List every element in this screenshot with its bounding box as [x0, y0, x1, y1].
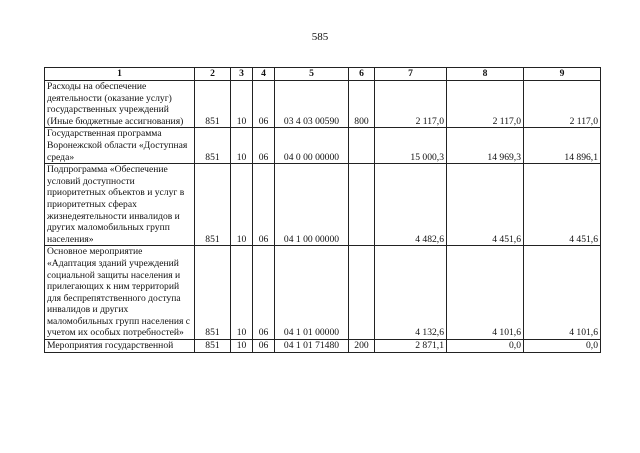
column-header: 3 [231, 68, 253, 81]
cell-csr: 04 0 00 00000 [275, 128, 349, 164]
column-header: 9 [524, 68, 601, 81]
table-header-row [45, 68, 601, 81]
column-header: 8 [447, 68, 524, 81]
cell-vr [349, 128, 375, 164]
column-header: 4 [253, 68, 275, 81]
row-name: Расходы на обеспечение деятельности (оказание услуг) государственных учреждений (Иные бюджетные ассигнования) [45, 81, 195, 128]
cell-rz: 10 [231, 246, 253, 340]
cell-vr [349, 246, 375, 340]
cell-year3: 14 896,1 [524, 128, 601, 164]
cell-year2: 2 117,0 [447, 81, 524, 128]
column-header: 2 [195, 68, 231, 81]
table-row [45, 340, 601, 353]
cell-vr: 800 [349, 81, 375, 128]
budget-table [44, 67, 601, 353]
cell-year1: 15 000,3 [375, 128, 447, 164]
cell-year3: 4 451,6 [524, 164, 601, 246]
cell-grbs: 851 [195, 81, 231, 128]
table-row [45, 164, 601, 246]
cell-year2: 0,0 [447, 340, 524, 353]
row-name: Подпрограмма «Обеспечение условий доступности приоритетных объектов и услуг в приоритетных сферах жизнедеятельности инвалидов и других маломобильных групп населения» [45, 164, 195, 246]
cell-year2: 14 969,3 [447, 128, 524, 164]
cell-vr [349, 164, 375, 246]
cell-grbs: 851 [195, 246, 231, 340]
table-row [45, 81, 601, 128]
cell-pr: 06 [253, 81, 275, 128]
cell-year2: 4 451,6 [447, 164, 524, 246]
cell-rz: 10 [231, 81, 253, 128]
cell-grbs: 851 [195, 340, 231, 353]
cell-csr: 03 4 03 00590 [275, 81, 349, 128]
cell-csr: 04 1 00 00000 [275, 164, 349, 246]
cell-pr: 06 [253, 164, 275, 246]
cell-csr: 04 1 01 71480 [275, 340, 349, 353]
row-name: Государственная программа Воронежской области «Доступная среда» [45, 128, 195, 164]
cell-grbs: 851 [195, 164, 231, 246]
column-header: 7 [375, 68, 447, 81]
row-name: Основное мероприятие «Адаптация зданий учреждений социальной защиты населения и прилегающих к ним территорий для беспрепятственного доступа инвалидов и других маломобильных групп населения с учетом их особых потребностей» [45, 246, 195, 340]
column-header: 5 [275, 68, 349, 81]
cell-year3: 2 117,0 [524, 81, 601, 128]
cell-pr: 06 [253, 246, 275, 340]
cell-year1: 2 871,1 [375, 340, 447, 353]
cell-year3: 0,0 [524, 340, 601, 353]
cell-pr: 06 [253, 340, 275, 353]
cell-year3: 4 101,6 [524, 246, 601, 340]
row-name: Мероприятия государственной [45, 340, 195, 353]
cell-vr: 200 [349, 340, 375, 353]
table-row [45, 246, 601, 340]
cell-rz: 10 [231, 128, 253, 164]
cell-pr: 06 [253, 128, 275, 164]
column-header: 6 [349, 68, 375, 81]
cell-year1: 2 117,0 [375, 81, 447, 128]
cell-csr: 04 1 01 00000 [275, 246, 349, 340]
cell-rz: 10 [231, 164, 253, 246]
cell-year1: 4 482,6 [375, 164, 447, 246]
table-row [45, 128, 601, 164]
cell-year2: 4 101,6 [447, 246, 524, 340]
page-number: 585 [311, 31, 329, 43]
column-header: 1 [45, 68, 195, 81]
cell-rz: 10 [231, 340, 253, 353]
cell-year1: 4 132,6 [375, 246, 447, 340]
cell-grbs: 851 [195, 128, 231, 164]
